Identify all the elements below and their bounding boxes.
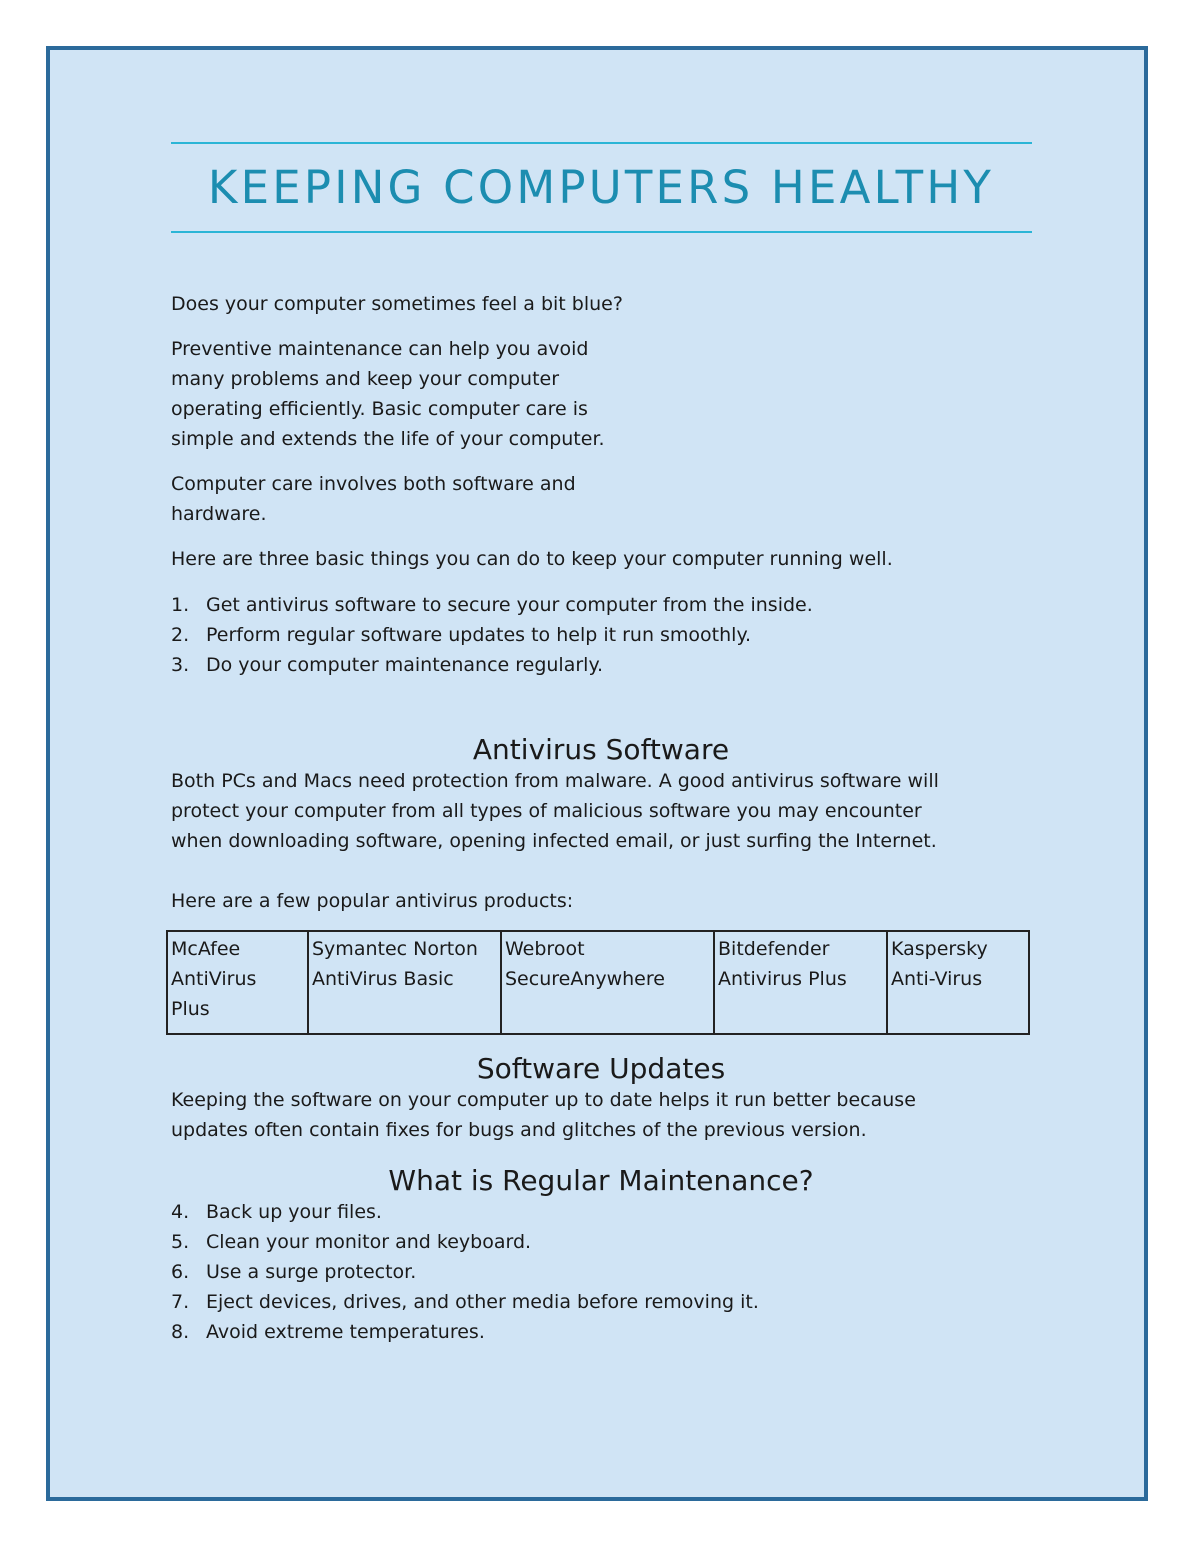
- list-item: [171, 1317, 1031, 1347]
- intro-paragraph-2: [171, 469, 651, 529]
- document-title: KEEPING COMPUTERS HEALTHY: [207, 161, 995, 214]
- updates-paragraph: [171, 1085, 1031, 1145]
- list-item-number: 4.: [171, 1201, 190, 1223]
- table-cell-line: Anti-Virus: [891, 968, 983, 990]
- document-content: [171, 142, 1031, 1347]
- list-item: [171, 620, 1031, 650]
- intro-question: Does your computer sometimes feel a bit blue?: [171, 293, 623, 315]
- table-cell-kaspersky: [887, 931, 1029, 1034]
- list-item: [171, 1287, 1031, 1317]
- table-cell-line: AntiVirus: [171, 968, 257, 990]
- list-item-text: Use a surge protector.: [206, 1261, 417, 1283]
- intro-paragraph-1-line: Preventive maintenance can help you avoid: [171, 338, 589, 360]
- list-item: [171, 590, 1031, 620]
- list-item-number: 7.: [171, 1291, 190, 1313]
- intro-paragraph-1-line: operating efficiently. Basic computer care is: [171, 398, 588, 420]
- products-intro: Here are a few popular antivirus products:: [171, 890, 574, 912]
- antivirus-heading: Antivirus Software: [472, 733, 730, 766]
- table-cell-line: AntiVirus Basic: [312, 968, 454, 990]
- list-item-text: Avoid extreme temperatures.: [206, 1321, 485, 1343]
- list-item-number: 6.: [171, 1261, 190, 1283]
- table-cell-norton: [308, 931, 501, 1034]
- table-cell-line: Symantec Norton: [312, 938, 478, 960]
- table-row: [167, 931, 1029, 1034]
- antivirus-paragraph: [171, 766, 1031, 856]
- page-frame: [46, 46, 1148, 1501]
- list-item: [171, 1227, 1031, 1257]
- list-item-text: Perform regular software updates to help it run smoothly.: [206, 624, 752, 646]
- intro-paragraph-2-line: Computer care involves both software and: [171, 473, 576, 495]
- intro-paragraph-1-line: many problems and keep your computer: [171, 368, 560, 390]
- antivirus-products-table: [166, 930, 1030, 1035]
- list-item: [171, 650, 1031, 680]
- list-item: [171, 1257, 1031, 1287]
- intro-paragraph-1-line: simple and extends the life of your computer.: [171, 428, 605, 450]
- table-cell-bitdefender: [714, 931, 887, 1034]
- table-cell-line: Plus: [171, 998, 210, 1020]
- antivirus-paragraph-line: Both PCs and Macs need protection from malware. A good antivirus software will: [171, 770, 939, 792]
- maintenance-list: [171, 1197, 1031, 1347]
- updates-paragraph-line: Keeping the software on your computer up to date helps it run better because: [171, 1089, 916, 1111]
- updates-heading: Software Updates: [476, 1052, 726, 1085]
- table-cell-mcafee: [167, 931, 308, 1034]
- antivirus-paragraph-line: when downloading software, opening infected email, or just surfing the Internet.: [171, 830, 937, 852]
- intro-paragraph-1: [171, 334, 651, 454]
- updates-paragraph-line: updates often contain fixes for bugs and glitches of the previous version.: [171, 1119, 867, 1141]
- table-cell-webroot: [501, 931, 714, 1034]
- antivirus-paragraph-line: protect your computer from all types of malicious software you may encounter: [171, 800, 922, 822]
- table-cell-line: Bitdefender: [718, 938, 830, 960]
- table-cell-line: SecureAnywhere: [505, 968, 665, 990]
- table-cell-line: McAfee: [171, 938, 241, 960]
- list-item: [171, 1197, 1031, 1227]
- list-item-number: 5.: [171, 1231, 190, 1253]
- table-cell-line: Webroot: [505, 938, 585, 960]
- list-item-number: 8.: [171, 1321, 190, 1343]
- intro-paragraph-2-line: hardware.: [171, 503, 267, 525]
- table-cell-line: Kaspersky: [891, 938, 988, 960]
- maintenance-heading: What is Regular Maintenance?: [388, 1164, 814, 1197]
- list-item-text: Do your computer maintenance regularly.: [206, 654, 604, 676]
- list-item-text: Eject devices, drives, and other media before removing it.: [206, 1291, 759, 1313]
- intro-paragraph-3: Here are three basic things you can do to keep your computer running well.: [171, 548, 893, 570]
- list-item-text: Clean your monitor and keyboard.: [206, 1231, 532, 1253]
- list-item-number: 1.: [171, 594, 190, 616]
- list-item-text: Back up your files.: [206, 1201, 382, 1223]
- list-item-number: 3.: [171, 654, 190, 676]
- title-bottom-rule: [171, 231, 1032, 233]
- list-item-number: 2.: [171, 624, 190, 646]
- table-cell-line: Antivirus Plus: [718, 968, 847, 990]
- basic-steps-list: [171, 590, 1031, 680]
- list-item-text: Get antivirus software to secure your computer from the inside.: [206, 594, 813, 616]
